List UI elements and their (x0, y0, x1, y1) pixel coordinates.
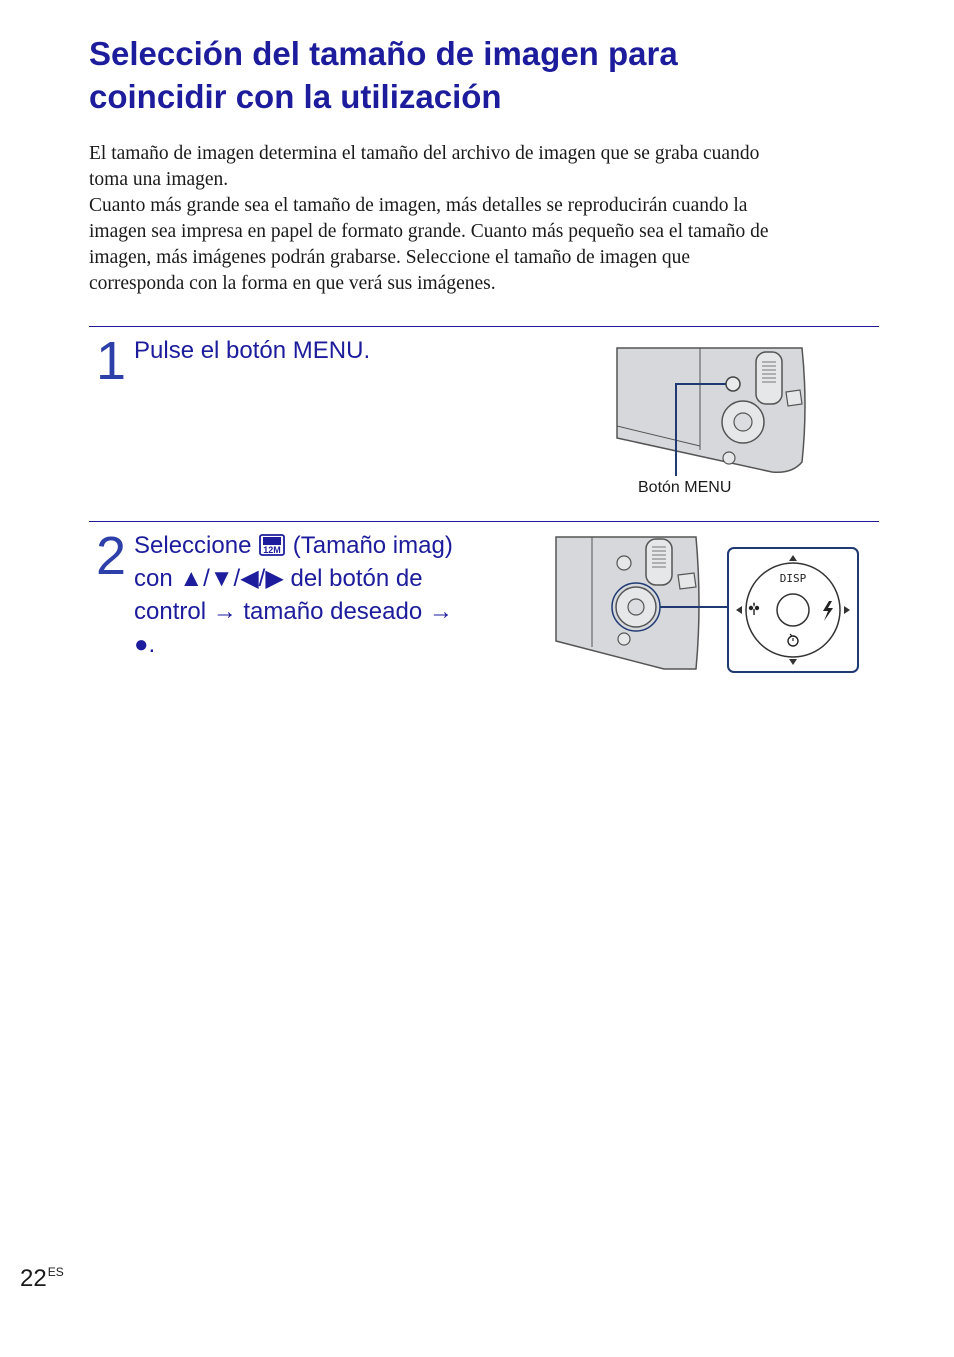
page-number (20, 1265, 64, 1293)
step-1-divider (89, 326, 879, 327)
intro-paragraph (89, 141, 879, 297)
step-2-period: . (148, 631, 156, 658)
page-number-value: 22 (20, 1265, 47, 1292)
step-2-line-2 (134, 562, 453, 595)
step-2-line-3 (134, 595, 453, 628)
step-2-instruction (134, 529, 453, 661)
intro-line: El tamaño de imagen determina el tamaño del archivo de imagen que se graba cuando (89, 143, 760, 164)
direction-arrows: ▲/▼/◀/▶ (179, 565, 284, 592)
title-line-2: coincidir con la utilización (89, 78, 502, 115)
step-2-text-with: con (134, 565, 173, 592)
center-button-icon: ● (134, 631, 149, 658)
image-size-icon-label: 12M (263, 545, 281, 555)
intro-line: Cuanto más grande sea el tamaño de imagen, más detalles se reproducirán cuando la (89, 195, 748, 216)
intro-line: corresponda con la forma en que verá sus imágenes. (89, 273, 496, 294)
arrow-right-icon: → (212, 598, 237, 625)
step-2-number: 2 (96, 526, 127, 586)
step-1-text: Pulse el botón MENU. (134, 337, 371, 364)
page-language-suffix: ES (47, 1265, 64, 1279)
intro-line: toma una imagen. (89, 169, 229, 190)
page-title (89, 32, 889, 118)
step-2-divider (89, 521, 879, 522)
arrow-right-icon: → (428, 598, 453, 625)
step-1-instruction (134, 334, 370, 367)
intro-line: imagen, más imágenes podrán grabarse. Seleccione el tamaño de imagen que (89, 247, 691, 268)
step-2-text-control: control (134, 598, 207, 625)
step-2-text-desired-size: tamaño deseado (243, 598, 423, 625)
step-2-text-select: Seleccione (134, 532, 252, 559)
step-2-line-4 (134, 628, 453, 661)
step-2-text-button: del botón de (290, 565, 423, 592)
disp-label: DISP (779, 572, 807, 585)
step-1-number: 1 (96, 331, 127, 391)
intro-line: imagen sea impresa en papel de formato grande. Cuanto más pequeño sea el tamaño de (89, 221, 769, 242)
menu-button-callout: Botón MENU (638, 479, 732, 496)
title-line-1: Selección del tamaño de imagen para (89, 35, 678, 72)
camera-back-illustration-step-2 (554, 535, 864, 677)
step-2-line-1 (134, 529, 453, 562)
step-2-text-image-size: (Tamaño imag) (292, 532, 453, 559)
camera-back-illustration-step-1 (612, 346, 812, 486)
image-size-12m-icon (258, 533, 286, 557)
